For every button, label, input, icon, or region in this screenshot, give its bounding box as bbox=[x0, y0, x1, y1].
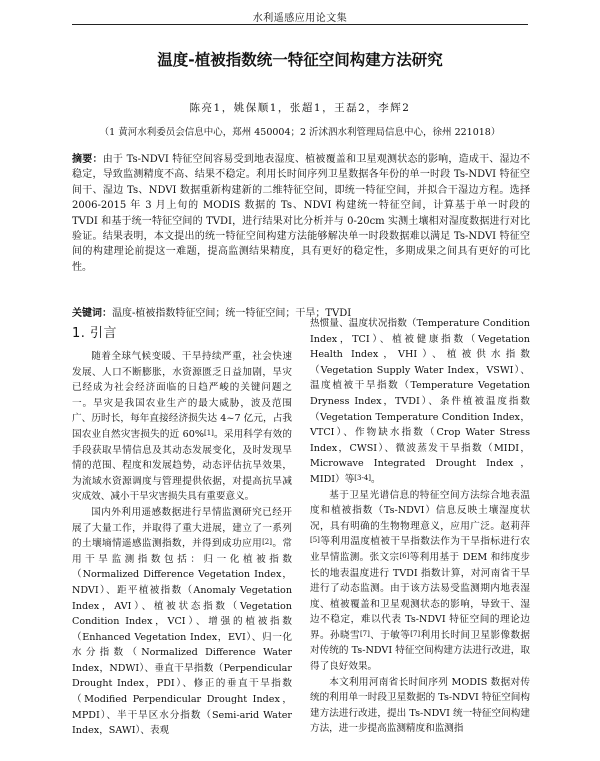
abstract bbox=[72, 152, 530, 275]
abstract-label: 摘要： bbox=[72, 154, 103, 165]
citation: [6] bbox=[399, 551, 410, 560]
citation: [5] bbox=[310, 536, 320, 545]
keywords-label: 关键词： bbox=[72, 308, 112, 319]
affiliations: （1 黄河水利委员会信息中心，郑州 450004；2 沂沭泗水利管理局信息中心，徐州 221018） bbox=[99, 127, 501, 138]
header-rule bbox=[72, 24, 528, 25]
paper-title: 温度-植被指数统一特征空间构建方法研究 bbox=[157, 51, 443, 69]
citation: [1] bbox=[203, 428, 214, 437]
running-header bbox=[0, 0, 600, 30]
body-column-left bbox=[72, 349, 292, 739]
paragraph: 国内外利用遥感数据进行旱情监测研究已经开展了大量工作，并取得了重大进展，建立了一系列的土壤墒情遥感监测指数，并得到成功应用[2]。常用干旱监测指数包括：归一化植被指数（Normalized Difference Vegetation Index，NDVI）、距平植被指数（Anomaly Vegetation Index，AVI）、植被状态指数（Vegetation Condition Index，VCI）、增强的植被指数（Enhanced Vegetation Index，EVI）、归一化水分指数（Normalized Difference Water Index，NDWI）、垂直干旱指数（Perpendicular Drought Index，PDI）、修正的垂直干旱指数（Modified Perpendicular Drought Index，MPDI）、半干旱区水分指数（Semi-arid Water Index，SAWI）、表观 bbox=[72, 506, 293, 737]
author-list: 陈亮1，姚保顺1，张超1，王磊2，李辉2 bbox=[189, 102, 411, 114]
abstract-text: 由于 Ts-NDVI 特征空间容易受到地表湿度、植被覆盖和卫星观测状态的影响，造成干、湿边不稳定，导致监测精度不高、结果不稳定。利用长时间序列卫星数据各年份的单一时段 Ts-NDVI 特征空间干、湿边 Ts、NDVI 数据重新构建新的二维特征空间，即统一特征空间，并拟合干湿边方程。选择 2006-2015 年 3 月上旬的 MODIS 数据的 Ts、NDVI 构建统一特征空间，计算基于单一时段的 TVDI 和基于统一特征空间的 TVDI，进行结果对比分析并与 0-20cm 实测土壤相对湿度数据进行对比验证。结果表明，本文提出的统一特征空间构建方法能够解决单一时段数据难以满足 Ts-NDVI 特征空间的构建理论前提这一难题，提高监测结果精度，具有更好的稳定性，多期成果之间具有更好的可比性。 bbox=[72, 154, 531, 273]
paragraph: 本文利用河南省长时间序列 MODIS 数据对传统的利用单一时段卫星数据的 Ts-NDVI 特征空间构建方法进行改进，提出 Ts-NDVI 统一特征空间构建方法，进一步提高监测精度和监测指 bbox=[310, 676, 530, 735]
paragraph: 热惯量、温度状况指数（Temperature Condition Index，TCI）、植被健康指数（Vegetation Health Index，VHI）、植被供水指数（Vegetation Supply Water Index，VSWI）、温度植被干旱指数（Temperature Vegetation Dryness Index，TVDI）、条件植被温度指数（Vegetation Temperature Condition Index，VTCI）、作物缺水指数（Crop Water Stress Index，CWSI）、微波蒸发干旱指数（MIDI，Microwave Integrated Drought Index，MIDI）等[3-4]。 bbox=[310, 318, 530, 485]
body-column-right bbox=[310, 316, 530, 737]
keywords-text: 温度-植被指数特征空间；统一特征空间；干旱；TVDI bbox=[112, 308, 352, 319]
citation: [2] bbox=[262, 538, 272, 547]
citation: [7] bbox=[359, 629, 370, 638]
section-heading-introduction: 1. 引言 bbox=[72, 326, 118, 341]
citation: [7] bbox=[410, 629, 421, 638]
paragraph: 随着全球气候变暖、干旱持续严重，社会快速发展、人口不断膨胀，水资源匮乏日益加剧，旱灾已经成为社会经济面临的日趋严峻的关键问题之一。旱灾是我国农业生产的最大威胁，波及范围广、历时长，每年直接经济损失达 4~7 亿元，占我国农业自然灾害损失的近 60%[1]。采用科学有效的手段获取旱情信息及其动态发展变化，及时发现旱情的范围、程度和发展趋势，动态评估抗旱效果，为流域水资源调度与管理提供依据，对提高抗旱减灾成效、减小干旱灾害损失具有重要意义。 bbox=[72, 351, 293, 503]
journal-name: 水利遥感应用论文集 bbox=[252, 13, 348, 24]
citation: [3-4] bbox=[354, 473, 372, 482]
paragraph: 基于卫星光谱信息的特征空间方法综合地表温度和植被指数（Ts-NDVI）信息反映土壤湿度状况，具有明确的生物物理意义，应用广泛。赵莉萍[5]等利用温度植被干旱指数法作为干旱指标进行农业旱情监测。张文宗[6]等利用基于 DEM 和纬度步长的地表温度进行 TVDI 指数计算，对河南省干旱进行了动态监测。由于该方法易受监测期内地表湿度、植被覆盖和卫星观测状态的影响，导致干、湿边不稳定，难以代表 Ts-NDVI 特征空间的理论边界。孙晓雪[7]、于敏等[7]利用长时间卫星影像数据对传统的 Ts-NDVI 特征空间构建方法进行改进，取得了良好效果。 bbox=[310, 489, 531, 673]
